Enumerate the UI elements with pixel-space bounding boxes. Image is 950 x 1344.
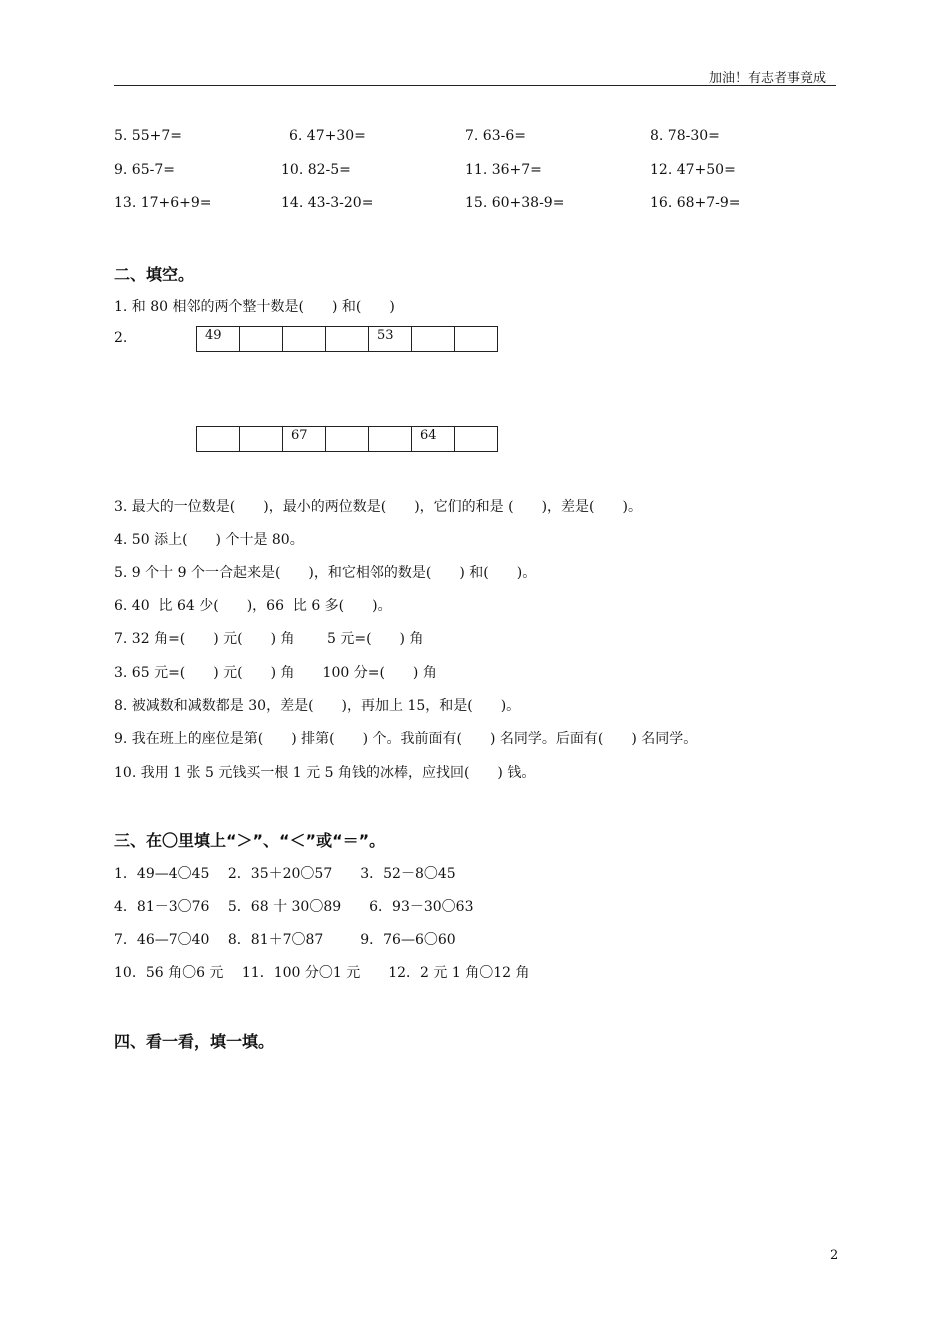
question-2-label: 2. xyxy=(114,330,128,346)
grid-cell[interactable]: 49 xyxy=(197,327,240,352)
question-8: 8. 被减数和减数都是 30，差是( )，再加上 15，和是( )。 xyxy=(114,698,521,714)
grid-cell[interactable] xyxy=(283,327,326,352)
header-motto: 加油！有志者事竟成 xyxy=(709,71,827,86)
question-3: 3. 最大的一位数是( )，最小的两位数是( )，它们的和是 ( )，差是( )。 xyxy=(114,499,642,515)
grid-cell[interactable] xyxy=(240,427,283,452)
grid-cell[interactable]: 53 xyxy=(369,327,412,352)
compare-row: 7．46—7〇40 8．81＋7〇87 9．76—6〇60 xyxy=(114,932,456,948)
grid-cell[interactable] xyxy=(326,327,369,352)
question-9: 9. 我在班上的座位是第( ) 排第( ) 个。我前面有( ) 名同学。后面有( ) 名同学。 xyxy=(114,731,698,747)
grid-cell[interactable]: 64 xyxy=(412,427,455,452)
calc-item: 10. 82-5= xyxy=(281,162,351,178)
calc-item: 5. 55+7= xyxy=(114,128,182,144)
section-4-title: 四、看一看，填一填。 xyxy=(114,1032,275,1051)
calc-item: 16. 68+7-9= xyxy=(650,195,741,211)
calc-item: 6. 47+30= xyxy=(289,128,366,144)
section-2-title: 二、填空。 xyxy=(114,265,195,284)
header-rule xyxy=(114,85,836,86)
calc-item: 12. 47+50= xyxy=(650,162,736,178)
compare-row: 10．56 角〇6 元 11．100 分〇1 元 12．2 元 1 角〇12 角 xyxy=(114,965,530,981)
calc-item: 15. 60+38-9= xyxy=(465,195,565,211)
grid-cell[interactable] xyxy=(369,427,412,452)
question-1: 1. 和 80 相邻的两个整十数是( ) 和( ) xyxy=(114,299,395,315)
question-7b: 3. 65 元=( ) 元( ) 角 100 分=( ) 角 xyxy=(114,665,437,681)
calc-item: 7. 63-6= xyxy=(465,128,526,144)
question-5: 5. 9 个十 9 个一合起来是( )，和它相邻的数是( ) 和( )。 xyxy=(114,565,537,581)
question-4: 4. 50 添上( ) 个十是 80。 xyxy=(114,532,304,548)
section-3-title: 三、在〇里填上“＞”、“＜”或“＝”。 xyxy=(114,831,386,850)
grid-cell[interactable] xyxy=(455,327,498,352)
grid-cell[interactable] xyxy=(326,427,369,452)
number-grid-1 xyxy=(196,326,498,352)
calc-item: 13. 17+6+9= xyxy=(114,195,212,211)
grid-cell[interactable]: 67 xyxy=(283,427,326,452)
page-number: 2 xyxy=(830,1248,839,1263)
calc-item: 14. 43-3-20= xyxy=(281,195,374,211)
question-7a: 7. 32 角=( ) 元( ) 角 5 元=( ) 角 xyxy=(114,631,424,647)
calc-item: 11. 36+7= xyxy=(465,162,542,178)
question-10: 10. 我用 1 张 5 元钱买一根 1 元 5 角钱的冰棒，应找回( ) 钱。 xyxy=(114,765,536,781)
calc-item: 8. 78-30= xyxy=(650,128,720,144)
compare-row: 4．81－3〇76 5．68 十 30〇89 6．93－30〇63 xyxy=(114,899,474,915)
grid-cell[interactable] xyxy=(455,427,498,452)
grid-cell[interactable] xyxy=(197,427,240,452)
number-grid-2 xyxy=(196,426,498,452)
question-6: 6. 40 比 64 少( )，66 比 6 多( )。 xyxy=(114,598,392,614)
grid-cell[interactable] xyxy=(240,327,283,352)
calc-item: 9. 65-7= xyxy=(114,162,175,178)
grid-cell[interactable] xyxy=(412,327,455,352)
compare-row: 1．49—4〇45 2．35＋20〇57 3．52－8〇45 xyxy=(114,866,456,882)
